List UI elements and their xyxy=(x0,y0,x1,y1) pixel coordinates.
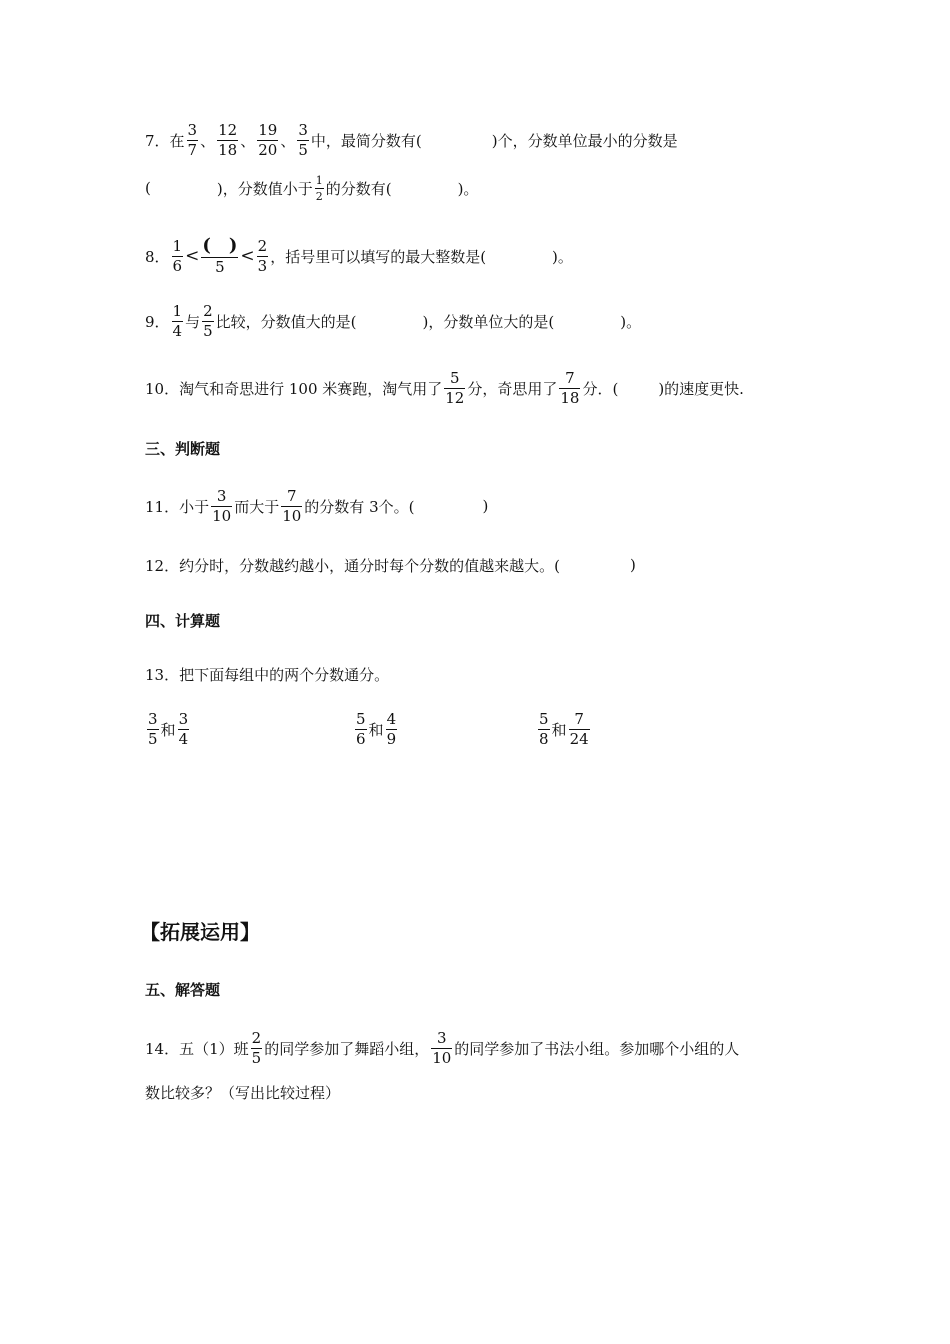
separator: 、 xyxy=(200,131,216,150)
question-12 xyxy=(145,541,636,589)
q10-text: )的速度更快. xyxy=(658,379,744,398)
q10-text: 10．淘气和奇思进行 100 米赛跑，淘气用了 xyxy=(145,379,443,398)
q7-text: 的分数有( xyxy=(325,179,392,198)
fraction-pair xyxy=(536,712,592,747)
question-10 xyxy=(145,364,744,412)
fraction: $\frac{4}{9}$ xyxy=(386,710,397,748)
fraction-with-blank[interactable]: $\frac{( )}{5}$ xyxy=(202,235,238,276)
q8-text: )。 xyxy=(552,247,573,266)
fraction: $\frac{5}{12}$ xyxy=(445,368,465,407)
q12-text: ) xyxy=(629,556,636,574)
q11-text: 而大于 xyxy=(234,497,280,516)
q7-text: )个，分数单位最小的分数是 xyxy=(491,131,678,150)
fraction: $\frac{2}{5}$ xyxy=(251,1028,262,1067)
and-label: 和 xyxy=(160,721,176,739)
q7-text: ( xyxy=(145,179,151,197)
and-label: 和 xyxy=(368,721,384,739)
q9-text: )。 xyxy=(620,312,642,331)
q8-number: 8． xyxy=(145,247,170,266)
q12-text: 12．约分时，分数越约越小，通分时每个分数的值越来越大。( xyxy=(145,556,560,575)
fraction: $\frac{3}{10}$ xyxy=(212,486,232,525)
fraction: $\frac{3}{5}$ xyxy=(148,710,158,748)
fraction: $\frac{5}{8}$ xyxy=(539,710,549,748)
less-than: < xyxy=(185,246,200,266)
q9-text: 比较，分数值大的是( xyxy=(215,312,357,331)
q9-number: 9． xyxy=(145,312,170,331)
fraction: $\frac{7}{18}$ xyxy=(560,368,580,407)
fraction-pair xyxy=(353,712,399,747)
fraction-pair xyxy=(145,712,191,747)
fraction: $\frac{3}{4}$ xyxy=(178,710,189,748)
section-heading-judgement: 三、判断题 xyxy=(145,440,221,458)
q7-text: 中，最简分数有( xyxy=(310,131,422,150)
q14-text: 14．五（1）班 xyxy=(145,1039,249,1058)
fraction: $\frac{5}{6}$ xyxy=(356,710,366,748)
and-label: 和 xyxy=(551,721,567,739)
fraction: $\frac{7}{24}$ xyxy=(569,710,589,748)
fraction: $\frac{1}{2}$ xyxy=(315,173,323,203)
fraction: $\frac{19}{20}$ xyxy=(258,120,278,159)
extension-heading: 【拓展运用】 xyxy=(140,920,260,944)
separator: 、 xyxy=(280,131,296,150)
fraction: $\frac{7}{10}$ xyxy=(282,486,302,525)
q14-text: 的同学参加了书法小组。参加哪个小组的人 xyxy=(454,1039,740,1058)
q10-text: 分，奇思用了 xyxy=(467,379,558,398)
q9-text: 与 xyxy=(185,312,201,331)
fraction: $\frac{3}{10}$ xyxy=(432,1028,452,1067)
q10-text: 分．( xyxy=(582,379,619,398)
fraction: $\frac{12}{18}$ xyxy=(218,120,238,159)
fraction: $\frac{2}{5}$ xyxy=(203,301,213,340)
q11-text: ) xyxy=(482,497,489,515)
question-7-line-2 xyxy=(145,164,478,212)
q7-text: )。 xyxy=(457,179,479,198)
fraction: $\frac{2}{3}$ xyxy=(257,236,268,275)
q9-text: )，分数单位大的是( xyxy=(422,312,555,331)
q14-text: 的同学参加了舞蹈小组， xyxy=(264,1039,430,1058)
q11-text: 的分数有 3个。( xyxy=(304,497,415,516)
q11-text: 11．小于 xyxy=(145,497,210,516)
question-7-line-1 xyxy=(145,116,678,164)
fraction: $\frac{3}{5}$ xyxy=(298,120,308,159)
question-11 xyxy=(145,482,488,530)
question-14-line-2: 数比较多？（写出比较过程） xyxy=(145,1084,341,1102)
section-heading-calculation: 四、计算题 xyxy=(145,612,221,630)
section-heading-answer: 五、解答题 xyxy=(145,981,221,999)
less-than: < xyxy=(240,246,255,266)
fraction: $\frac{1}{4}$ xyxy=(172,301,183,340)
q7-text: )，分数值小于 xyxy=(216,179,313,198)
question-13: 13．把下面每组中的两个分数通分。 xyxy=(145,666,390,684)
fraction: $\frac{1}{6}$ xyxy=(172,236,183,275)
question-8 xyxy=(145,230,573,282)
question-14-line-1 xyxy=(145,1024,739,1072)
q7-number: 7．在 xyxy=(145,131,185,150)
fraction: $\frac{3}{7}$ xyxy=(187,120,198,159)
question-9 xyxy=(145,297,641,345)
separator: 、 xyxy=(240,131,256,150)
q8-text: ，括号里可以填写的最大整数是( xyxy=(270,247,487,266)
